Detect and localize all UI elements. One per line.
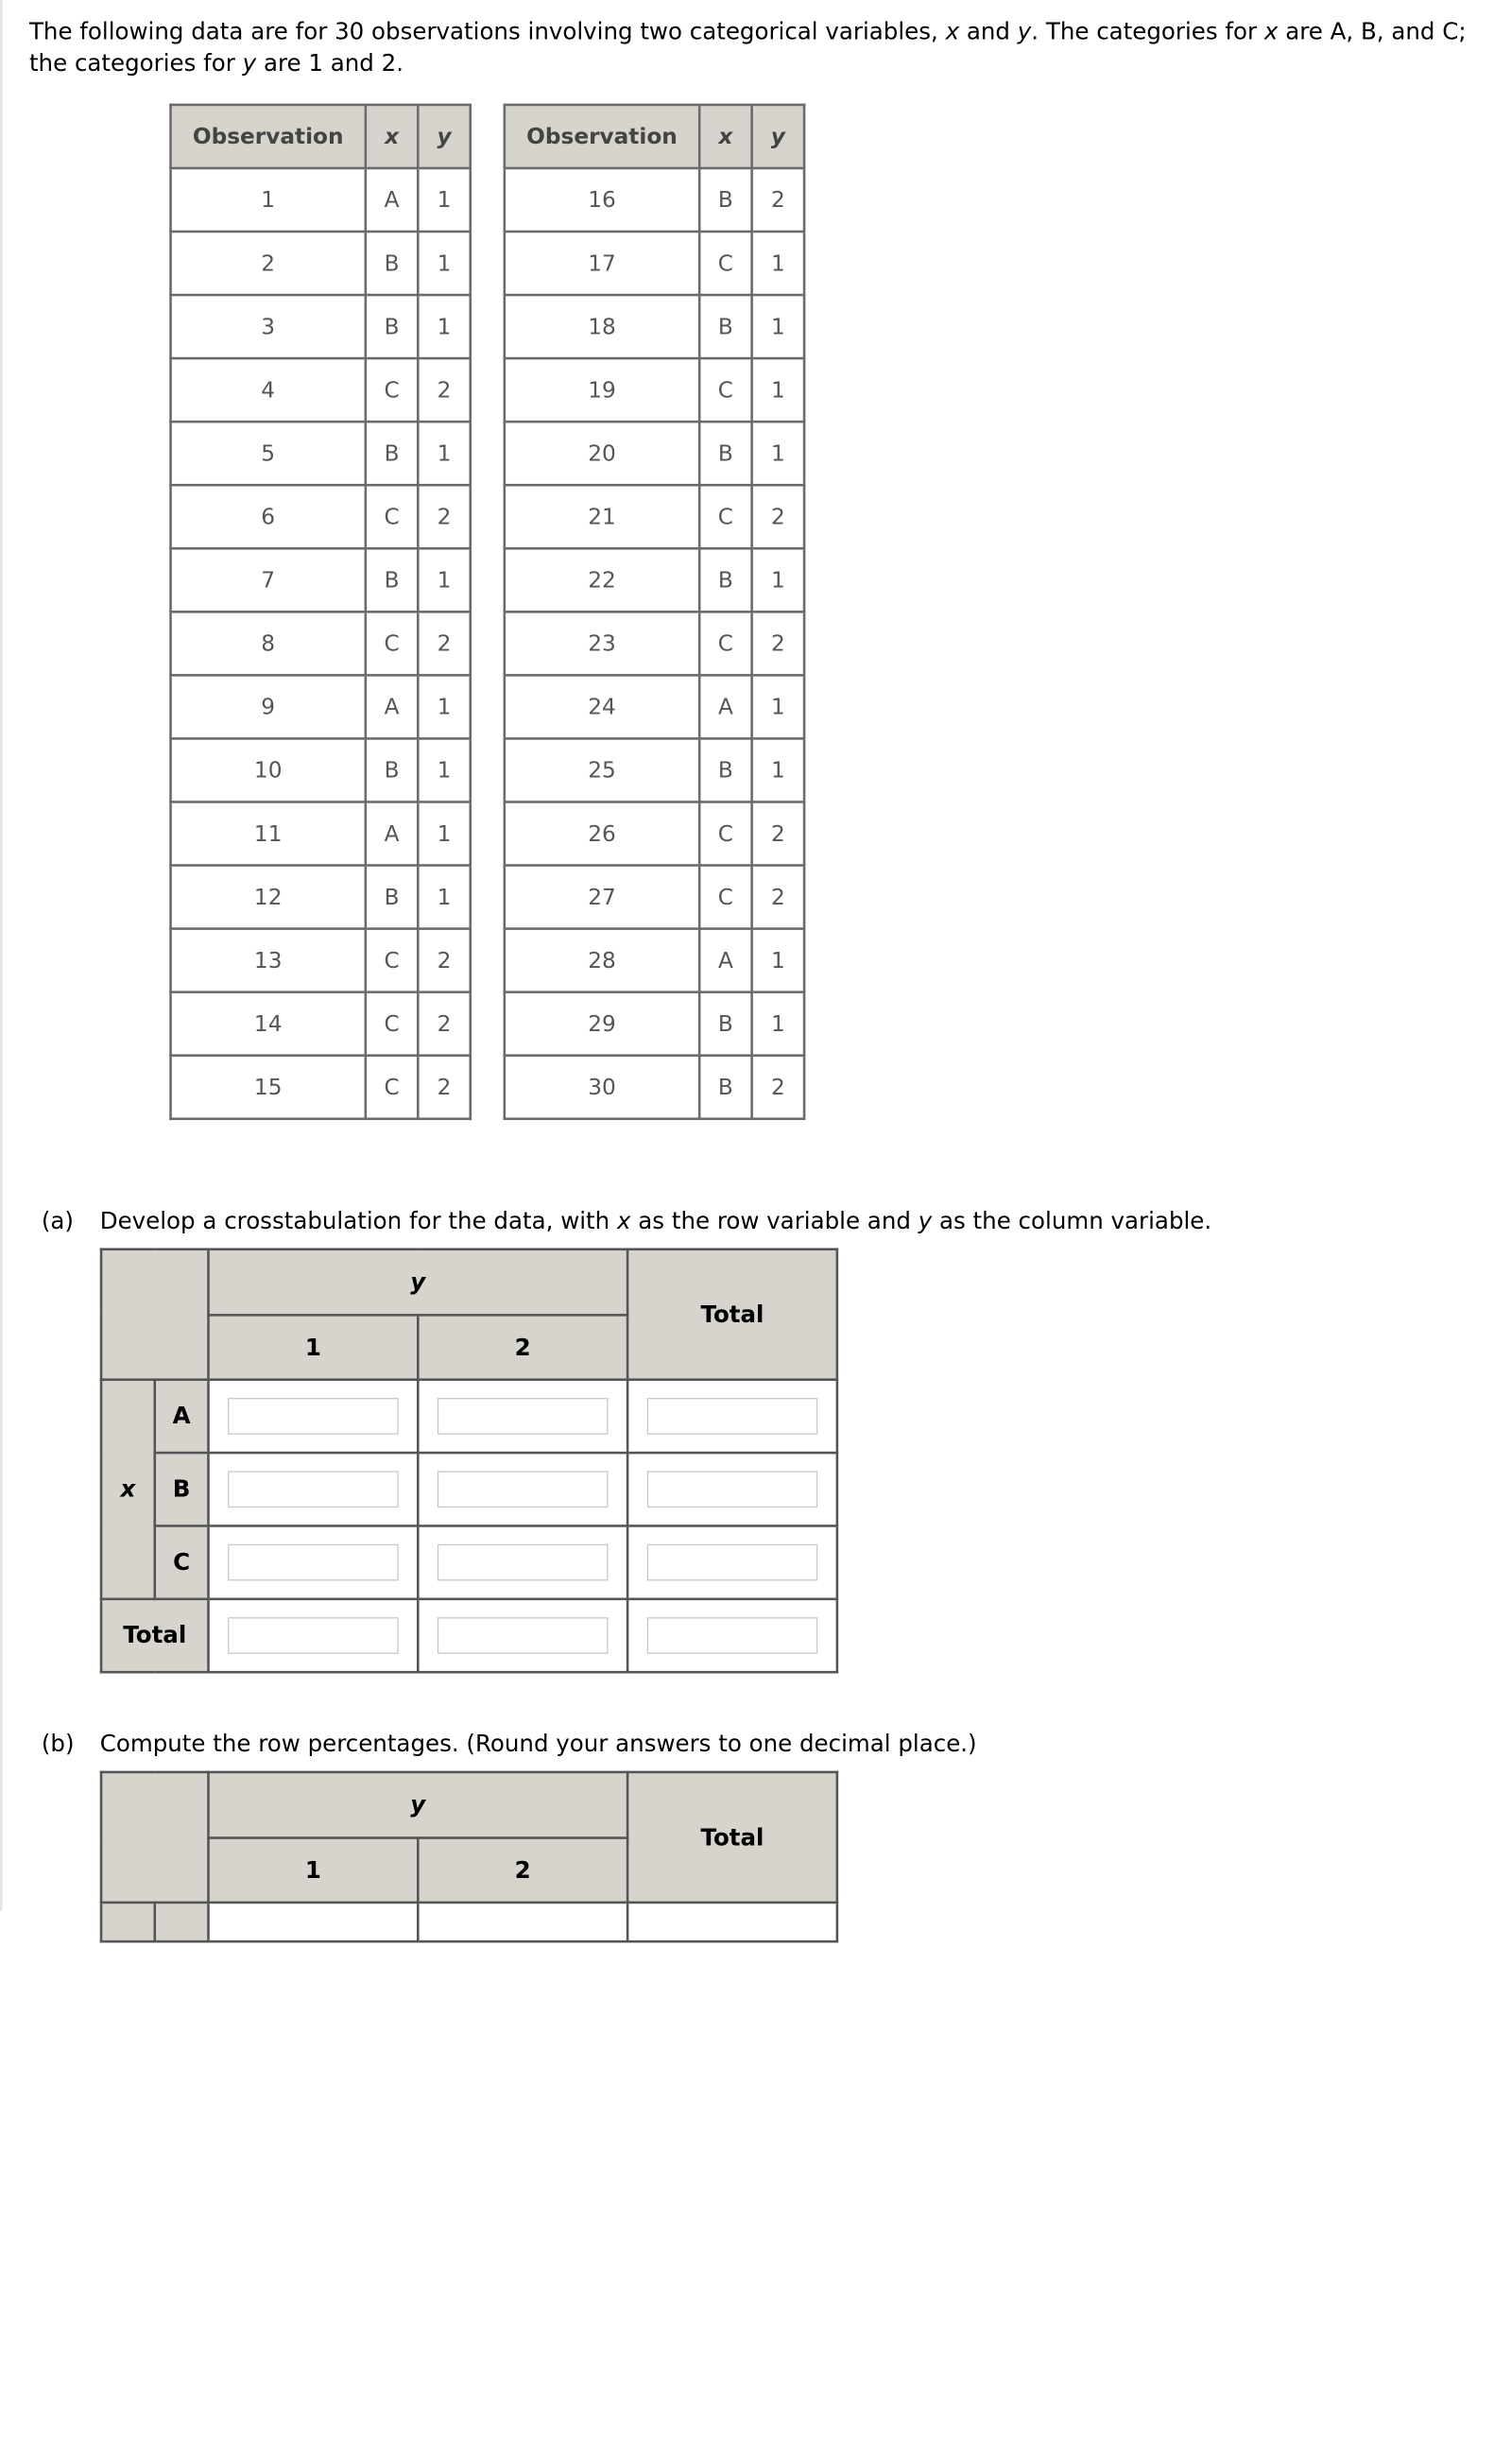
y-value: 1 [418, 232, 470, 295]
row-header-a: A [155, 1380, 209, 1453]
x-value: C [699, 612, 751, 675]
x-value: C [366, 485, 418, 548]
y-value: 1 [752, 422, 804, 485]
x-value: B [699, 738, 751, 801]
row-header-partial [155, 1903, 209, 1941]
y-value: 2 [418, 929, 470, 992]
x-value: C [699, 866, 751, 929]
observation-number: 20 [505, 422, 699, 485]
x-value: B [699, 422, 751, 485]
intro-var-x-2: x [1263, 18, 1279, 45]
x-value: A [366, 675, 418, 738]
observation-row [505, 358, 804, 422]
x-value: B [366, 295, 418, 358]
y-value: 2 [752, 866, 804, 929]
observation-number: 9 [171, 675, 366, 738]
observation-row [171, 358, 471, 422]
input-b-total[interactable] [647, 1471, 818, 1508]
y-value: 1 [752, 929, 804, 992]
cell-a-2 [418, 1380, 627, 1453]
y-value: 1 [418, 295, 470, 358]
x-value: B [366, 232, 418, 295]
observation-row [505, 801, 804, 865]
y-variable-header: y [209, 1772, 628, 1838]
observation-row [505, 612, 804, 675]
x-value: B [699, 548, 751, 612]
column-header-2: 2 [418, 1315, 627, 1379]
x-value: B [699, 992, 751, 1056]
observation-number: 11 [171, 801, 366, 865]
observation-header: Observation [505, 105, 699, 168]
intro-var-y: y [1017, 18, 1032, 45]
y-value: 1 [418, 548, 470, 612]
intro-var-y-2: y [242, 49, 257, 78]
observation-row [505, 1056, 804, 1119]
x-value: C [366, 358, 418, 422]
x-value: C [366, 992, 418, 1056]
cell-b-total [627, 1453, 837, 1525]
cell-total-2 [418, 1599, 627, 1672]
input-total-2[interactable] [438, 1617, 609, 1654]
observation-number: 29 [505, 992, 699, 1056]
part-a-label: (a) [41, 1207, 74, 1235]
part-b-question [42, 1729, 977, 1761]
observation-number: 18 [505, 295, 699, 358]
cell-c-2 [418, 1525, 627, 1598]
observation-row [505, 929, 804, 992]
observation-number: 1 [171, 168, 366, 232]
y-value: 2 [752, 485, 804, 548]
observation-row [171, 232, 471, 295]
observation-number: 25 [505, 738, 699, 801]
y-value: 1 [752, 992, 804, 1056]
y-value: 2 [418, 485, 470, 548]
observation-row [505, 485, 804, 548]
input-a-total[interactable] [647, 1398, 818, 1435]
part-b-label: (b) [41, 1731, 75, 1758]
observation-table-right [504, 104, 806, 1120]
y-value: 1 [418, 675, 470, 738]
input-b-1[interactable] [228, 1471, 399, 1508]
x-value: C [366, 612, 418, 675]
observation-row [171, 738, 471, 801]
x-value: C [366, 1056, 418, 1119]
observation-row [171, 612, 471, 675]
observation-number: 26 [505, 801, 699, 865]
x-value: A [699, 929, 751, 992]
observation-number: 15 [171, 1056, 366, 1119]
x-value: C [699, 485, 751, 548]
x-value: B [366, 866, 418, 929]
observation-row [171, 295, 471, 358]
intro-var-x: x [945, 18, 960, 45]
input-c-2[interactable] [438, 1544, 609, 1581]
y-header: y [752, 105, 804, 168]
y-value: 1 [752, 358, 804, 422]
observation-row [171, 929, 471, 992]
part-a-var-x: x [616, 1207, 631, 1235]
y-value: 1 [752, 548, 804, 612]
y-variable-header: y [209, 1249, 628, 1316]
crosstab-table-b [100, 1771, 838, 1943]
observation-number: 12 [171, 866, 366, 929]
intro-text-2: and [959, 18, 1018, 45]
observation-row [171, 866, 471, 929]
input-total-1[interactable] [228, 1617, 399, 1654]
cell-b-2 [418, 1453, 627, 1525]
y-value: 2 [418, 612, 470, 675]
observation-number: 28 [505, 929, 699, 992]
x-header: x [699, 105, 751, 168]
input-c-1[interactable] [228, 1544, 399, 1581]
observation-row [171, 548, 471, 612]
y-header: y [418, 105, 470, 168]
observation-row [171, 1056, 471, 1119]
x-value: B [366, 422, 418, 485]
x-value: A [699, 675, 751, 738]
y-value: 2 [418, 1056, 470, 1119]
column-header-2: 2 [418, 1838, 627, 1903]
input-total-total[interactable] [647, 1617, 818, 1654]
observation-row [505, 548, 804, 612]
part-a-text-2: as the row variable and [630, 1207, 919, 1235]
intro-text-3: . The categories for [1031, 18, 1264, 45]
input-b-2[interactable] [438, 1471, 609, 1508]
observation-number: 5 [171, 422, 366, 485]
intro-text-1: The following data are for 30 observations involving two categorical variables, [28, 18, 946, 45]
total-column-header: Total [627, 1249, 837, 1380]
part-a-text-1: Develop a crosstabulation for the data, with [99, 1207, 617, 1235]
x-value: C [699, 358, 751, 422]
x-value: C [699, 801, 751, 865]
observation-number: 17 [505, 232, 699, 295]
part-a-var-y: y [918, 1207, 933, 1235]
observation-row [505, 295, 804, 358]
row-header-c: C [155, 1525, 209, 1598]
x-value: B [699, 295, 751, 358]
total-row-header: Total [101, 1599, 208, 1672]
y-value: 1 [418, 168, 470, 232]
observation-row [171, 422, 471, 485]
y-value: 2 [752, 801, 804, 865]
observation-row [505, 866, 804, 929]
part-b-text: Compute the row percentages. (Round your answers to one decimal place.) [99, 1731, 977, 1758]
column-header-1: 1 [209, 1838, 419, 1903]
observation-number: 8 [171, 612, 366, 675]
observation-number: 6 [171, 485, 366, 548]
y-value: 1 [752, 295, 804, 358]
observation-number: 7 [171, 548, 366, 612]
observation-row [171, 801, 471, 865]
y-value: 1 [418, 422, 470, 485]
observation-row [171, 168, 471, 232]
observation-number: 3 [171, 295, 366, 358]
observation-number: 23 [505, 612, 699, 675]
x-value: C [699, 232, 751, 295]
y-value: 2 [418, 992, 470, 1056]
observation-number: 21 [505, 485, 699, 548]
y-value: 1 [752, 232, 804, 295]
row-header-b: B [155, 1453, 209, 1525]
x-value: B [366, 548, 418, 612]
x-header: x [366, 105, 418, 168]
crosstab-table-a [100, 1248, 838, 1673]
part-a-text-3: as the column variable. [932, 1207, 1212, 1235]
y-value: 1 [752, 738, 804, 801]
y-value: 1 [752, 675, 804, 738]
observation-row [505, 422, 804, 485]
x-variable-header-partial [101, 1903, 155, 1941]
x-value: B [366, 738, 418, 801]
observation-number: 10 [171, 738, 366, 801]
observation-row [505, 232, 804, 295]
x-value: A [366, 801, 418, 865]
x-value: B [699, 1056, 751, 1119]
observation-row [505, 738, 804, 801]
intro-text-4: are A, B, and C; the categories for [28, 18, 1467, 78]
y-value: 1 [418, 866, 470, 929]
observation-number: 14 [171, 992, 366, 1056]
cell-partial-1 [209, 1903, 419, 1941]
y-value: 2 [418, 358, 470, 422]
y-value: 1 [418, 801, 470, 865]
observation-number: 24 [505, 675, 699, 738]
observation-number: 27 [505, 866, 699, 929]
total-column-header: Total [627, 1772, 837, 1903]
observation-number: 13 [171, 929, 366, 992]
observation-header: Observation [171, 105, 366, 168]
column-header-1: 1 [209, 1315, 419, 1379]
input-c-total[interactable] [647, 1544, 818, 1581]
observation-number: 30 [505, 1056, 699, 1119]
cell-c-1 [209, 1525, 419, 1598]
observation-row [505, 992, 804, 1056]
left-border-line [0, 0, 3, 1911]
observation-number: 16 [505, 168, 699, 232]
x-value: C [366, 929, 418, 992]
problem-intro [29, 16, 1503, 79]
observation-row [171, 675, 471, 738]
x-value: B [699, 168, 751, 232]
observation-table-left [169, 104, 472, 1120]
y-value: 2 [752, 1056, 804, 1119]
y-value: 2 [752, 612, 804, 675]
cell-total-1 [209, 1599, 419, 1672]
observation-row [171, 992, 471, 1056]
input-a-1[interactable] [228, 1398, 399, 1435]
observation-row [505, 675, 804, 738]
intro-text-5: are 1 and 2. [256, 49, 404, 78]
cell-total-total [627, 1599, 837, 1672]
corner-cell [101, 1772, 208, 1903]
cell-c-total [627, 1525, 837, 1598]
x-value: A [366, 168, 418, 232]
y-value: 2 [752, 168, 804, 232]
input-a-2[interactable] [438, 1398, 609, 1435]
cell-a-1 [209, 1380, 419, 1453]
observation-row [505, 168, 804, 232]
observation-number: 22 [505, 548, 699, 612]
observation-number: 4 [171, 358, 366, 422]
observation-number: 2 [171, 232, 366, 295]
cell-a-total [627, 1380, 837, 1453]
cell-partial-2 [418, 1903, 627, 1941]
corner-cell [101, 1249, 208, 1380]
cell-b-1 [209, 1453, 419, 1525]
observation-number: 19 [505, 358, 699, 422]
observation-row [171, 485, 471, 548]
x-variable-header: x [101, 1380, 155, 1599]
y-value: 1 [418, 738, 470, 801]
cell-partial-total [627, 1903, 837, 1941]
part-a-question [42, 1205, 1211, 1237]
